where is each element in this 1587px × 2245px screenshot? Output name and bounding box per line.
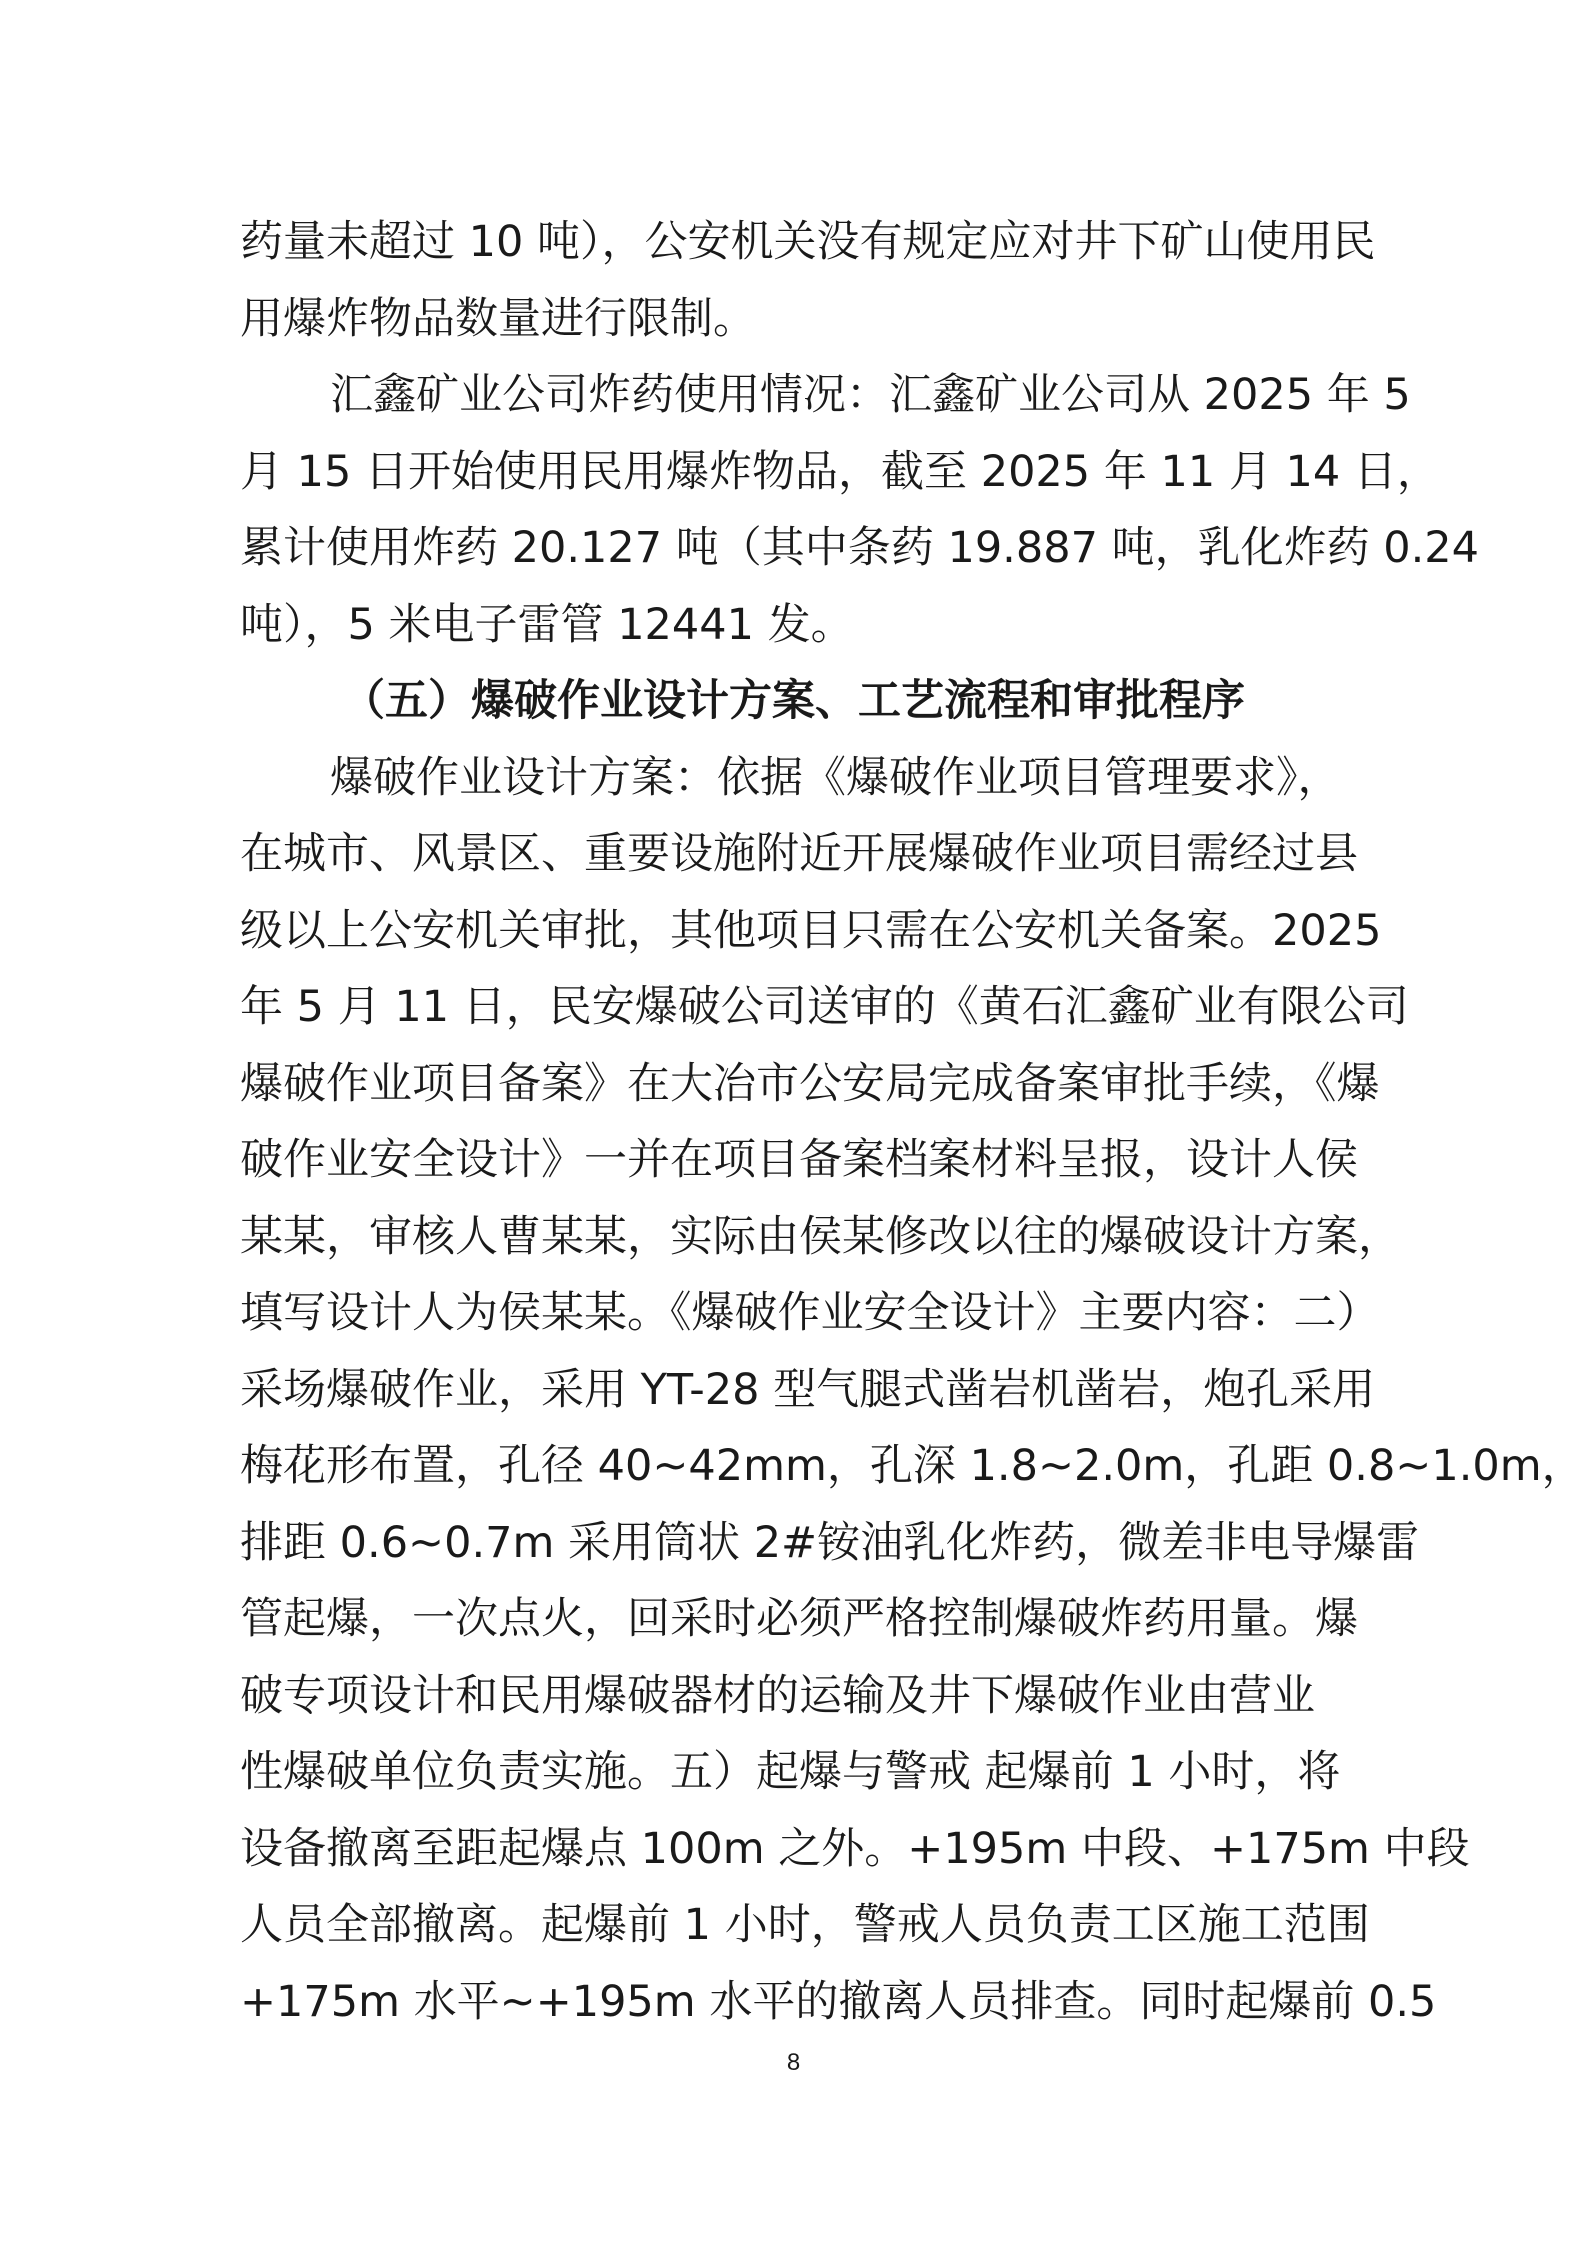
- body-line-15: 填写设计人为侯某某。《爆破作业安全设计》主要内容：二）: [240, 1288, 1380, 1338]
- body-line-13: 破作业安全设计》一并在项目备案档案材料呈报，设计人侯: [240, 1135, 1358, 1185]
- body-line-16: 采场爆破作业，采用 YT-28 型气腿式凿岩机凿岩，炮孔采用: [240, 1365, 1376, 1415]
- body-line-6: 吨），5 米电子雷管 12441 发。: [240, 600, 854, 650]
- body-line-4: 月 15 日开始使用民用爆炸物品，截至 2025 年 11 月 14 日，: [240, 447, 1440, 497]
- body-line-11: 年 5 月 11 日，民安爆破公司送审的《黄石汇鑫矿业有限公司: [240, 982, 1409, 1032]
- page-number: 8: [786, 2049, 801, 2076]
- section-heading: （五）爆破作业设计方案、工艺流程和审批程序: [342, 676, 1245, 726]
- body-line-12: 爆破作业项目备案》在大冶市公安局完成备案审批手续，《爆: [240, 1059, 1380, 1109]
- body-line-3: 汇鑫矿业公司炸药使用情况：汇鑫矿业公司从 2025 年 5: [330, 370, 1411, 420]
- body-line-10: 级以上公安机关审批，其他项目只需在公安机关备案。2025: [240, 906, 1382, 956]
- body-line-1: 药量未超过 10 吨），公安机关没有规定应对井下矿山使用民: [240, 217, 1376, 267]
- body-line-17: 梅花形布置，孔径 40~42mm，孔深 1.8~2.0m，孔距 0.8~1.0m，: [240, 1441, 1585, 1491]
- body-line-22: 设备撤离至距起爆点 100m 之外。+195m 中段、+175m 中段: [240, 1824, 1470, 1874]
- body-line-9: 在城市、风景区、重要设施附近开展爆破作业项目需经过县: [240, 829, 1358, 879]
- body-line-19: 管起爆，一次点火，回采时必须严格控制爆破炸药用量。爆: [240, 1594, 1358, 1644]
- body-line-24: +175m 水平~+195m 水平的撤离人员排查。同时起爆前 0.5: [240, 1977, 1437, 2027]
- body-line-21: 性爆破单位负责实施。五）起爆与警戒 起爆前 1 小时，将: [240, 1747, 1341, 1797]
- body-line-20: 破专项设计和民用爆破器材的运输及井下爆破作业由营业: [240, 1671, 1315, 1721]
- body-line-2: 用爆炸物品数量进行限制。: [240, 294, 756, 344]
- body-line-14: 某某，审核人曹某某，实际由侯某修改以往的爆破设计方案，: [240, 1212, 1401, 1262]
- body-line-23: 人员全部撤离。起爆前 1 小时，警戒人员负责工区施工范围: [240, 1900, 1370, 1950]
- body-line-18: 排距 0.6~0.7m 采用筒状 2#铵油乳化炸药，微差非电导爆雷: [240, 1518, 1420, 1568]
- body-line-5: 累计使用炸药 20.127 吨（其中条药 19.887 吨，乳化炸药 0.24: [240, 523, 1480, 573]
- body-line-8: 爆破作业设计方案：依据《爆破作业项目管理要求》，: [330, 753, 1341, 803]
